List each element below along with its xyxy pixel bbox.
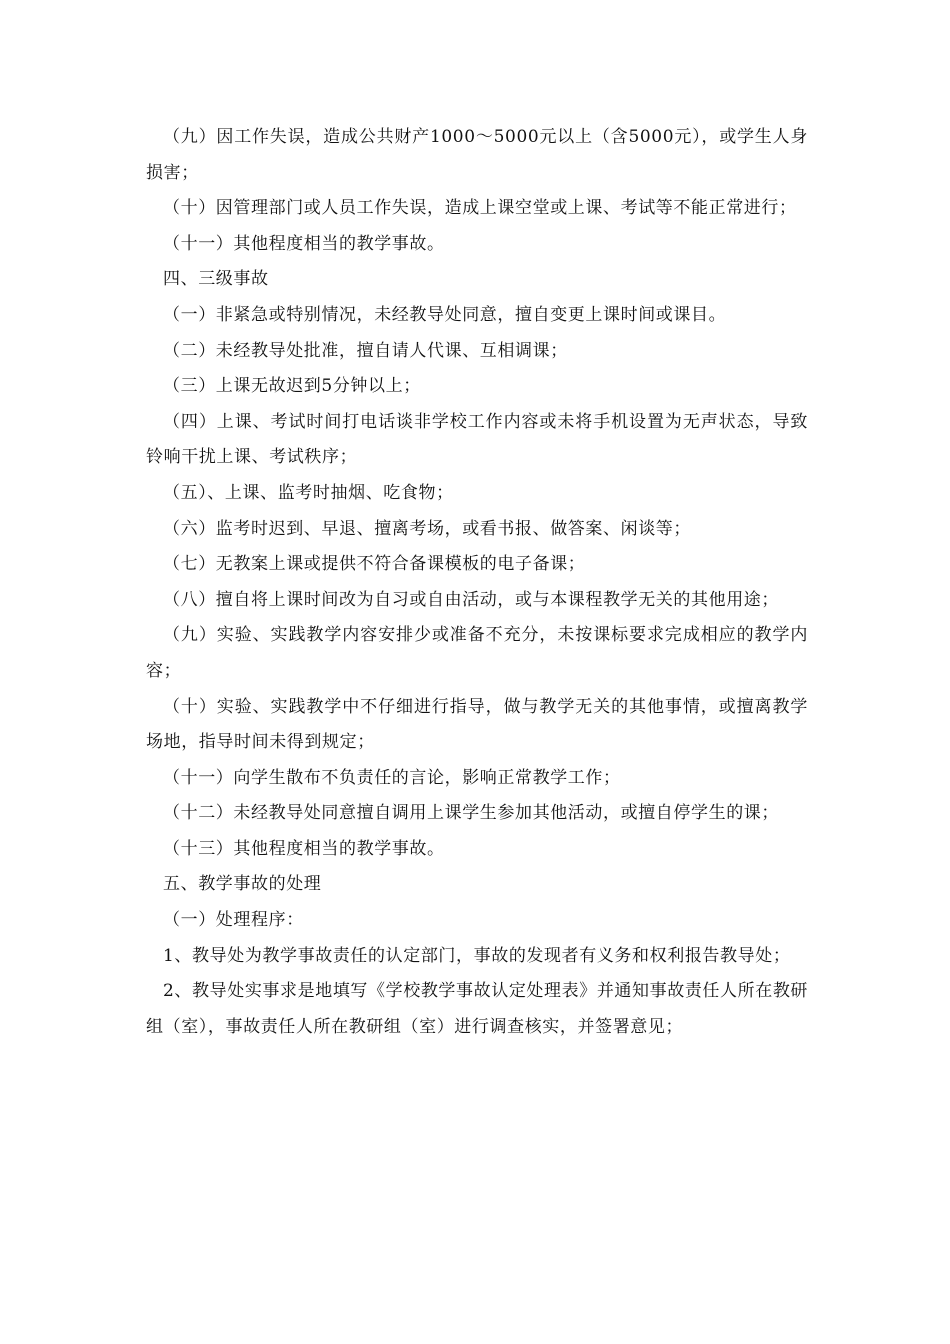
paragraph-level3-item-8: （八）擅自将上课时间改为自习或自由活动，或与本课程教学无关的其他用途； [163,589,779,610]
paragraph-level3-item-4: （四）上课、考试时间打电话谈非学校工作内容或未将手机设置为无声状态，导致铃响干扰上课、考试秩序； [146,411,808,468]
paragraph-accident-item-11: （十一）其他程度相当的教学事故。 [163,233,445,254]
paragraph-level3-item-13: （十三）其他程度相当的教学事故。 [163,838,445,859]
paragraph-level3-item-6: （六）监考时迟到、早退、擅离考场，或看书报、做答案、闲谈等； [163,518,691,539]
paragraph-level3-item-11: （十一）向学生散布不负责任的言论，影响正常教学工作； [163,767,621,788]
paragraph-level3-item-9: （九）实验、实践教学内容安排少或准备不充分，未按课标要求完成相应的教学内容； [146,625,808,681]
paragraph-accident-item-10: （十）因管理部门或人员工作失误，造成上课空堂或上课、考试等不能正常进行； [163,198,797,219]
paragraph-level3-item-1: （一）非紧急或特别情况，未经教导处同意，擅自变更上课时间或课目。 [163,304,727,325]
document-body [146,120,808,1045]
paragraph-level3-item-12: （十二）未经教导处同意擅自调用上课学生参加其他活动，或擅自停学生的课； [163,803,779,824]
paragraph-level3-item-2: （二）未经教导处批准，擅自请人代课、互相调课； [163,340,568,361]
paragraph-level3-item-3: （三）上课无故迟到5分钟以上； [163,376,421,397]
paragraph-procedure-step-2: 2、教导处实事求是地填写《学校教学事故认定处理表》并通知事故责任人所在教研组（室），事故责任人所在教研组（室）进行调查核实，并签署意见； [146,981,809,1037]
subheading-procedure: （一）处理程序： [163,910,304,931]
paragraph-procedure-step-1: 1、教导处为教学事故责任的认定部门，事故的发现者有义务和权利报告教导处； [163,945,791,966]
paragraph-level3-item-7: （七）无教案上课或提供不符合备课模板的电子备课； [163,554,586,575]
paragraph-level3-item-10: （十）实验、实践教学中不仔细进行指导，做与教学无关的其他事情，或擅离教学场地，指导时间未得到规定； [146,696,808,753]
section-heading-level-3: 四、三级事故 [163,269,269,290]
paragraph-accident-item-9: （九）因工作失误，造成公共财产1000～5000元以上（含5000元），或学生人身损害； [146,127,808,183]
section-heading-handling: 五、教学事故的处理 [163,874,322,895]
paragraph-level3-item-5: （五）、上课、监考时抽烟、吃食物； [163,482,454,503]
